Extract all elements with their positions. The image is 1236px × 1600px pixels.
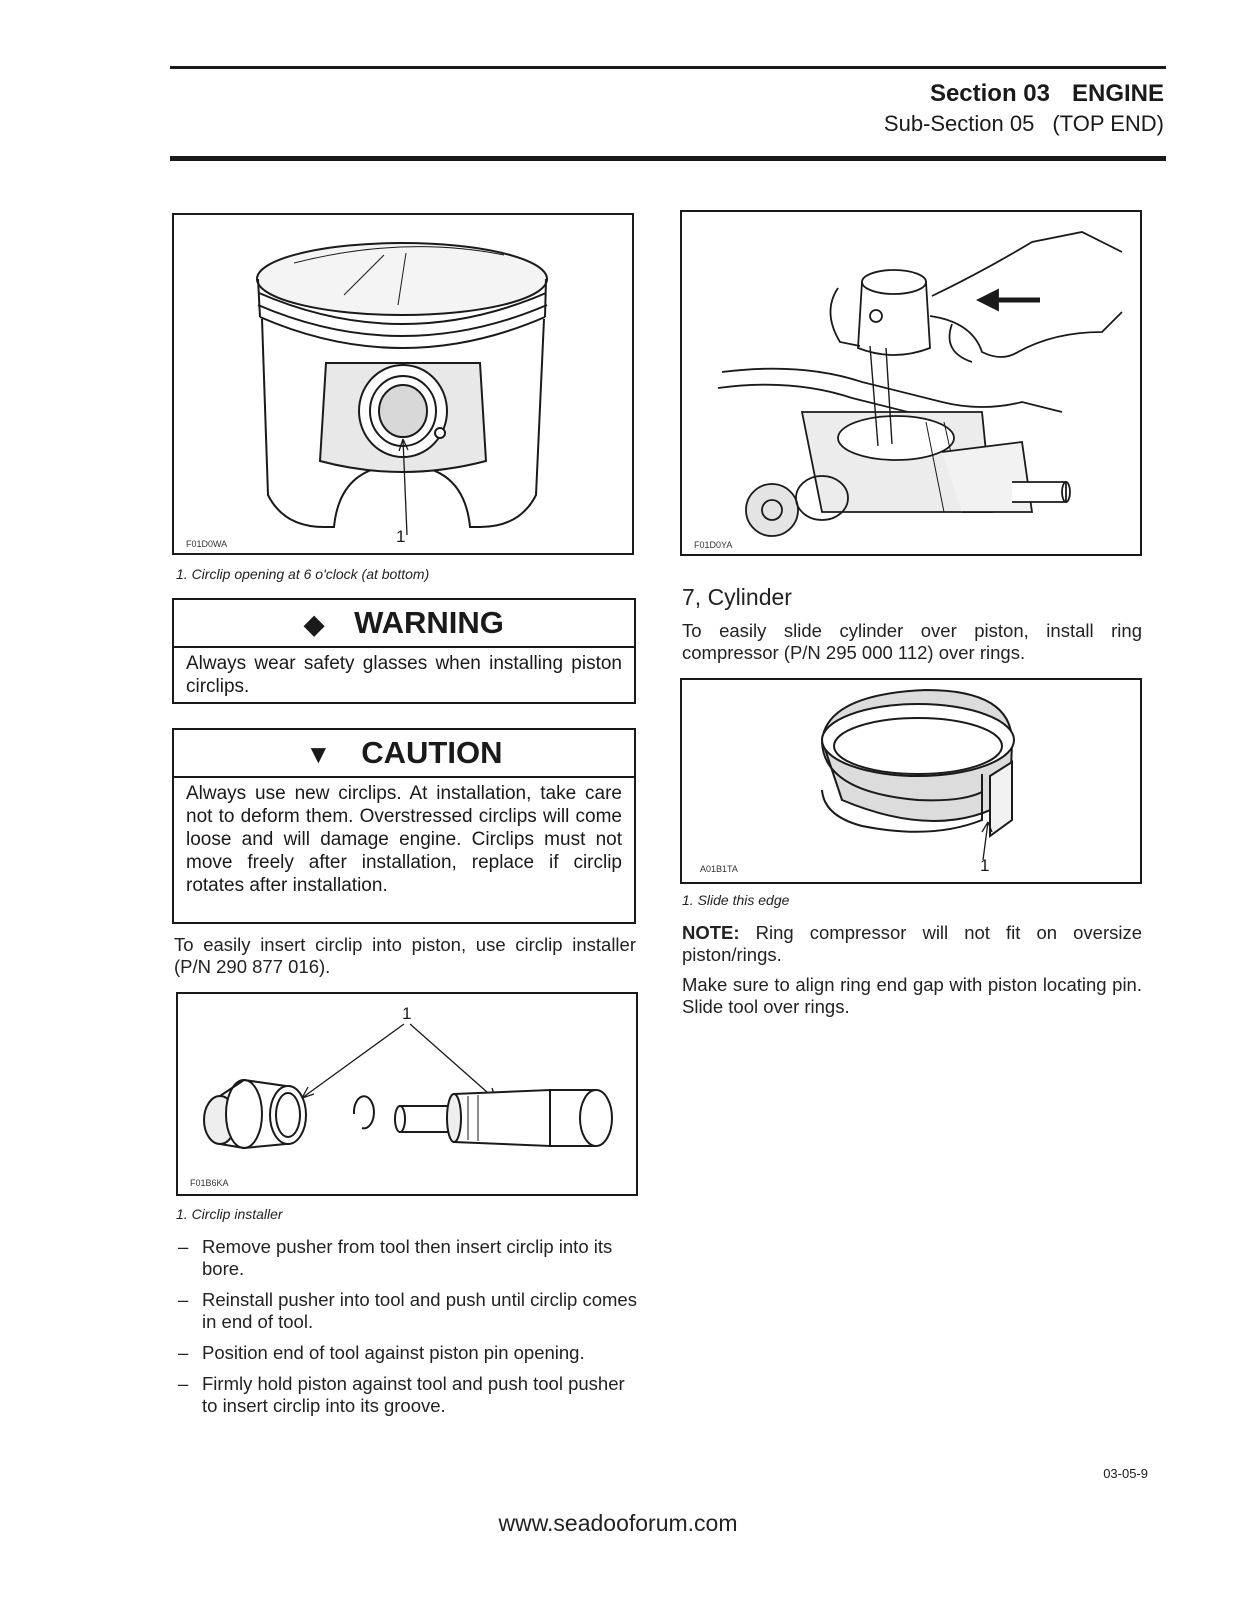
circlip-installer-illustration <box>178 994 636 1194</box>
step-text: Remove pusher from tool then insert circlip into its bore. <box>202 1236 613 1279</box>
step-text: Firmly hold piston against tool and push tool pusher to insert circlip into its groove. <box>202 1373 625 1416</box>
step-text: Position end of tool against piston pin opening. <box>202 1342 585 1363</box>
caution-box <box>172 728 636 924</box>
list-item: – Remove pusher from tool then insert circlip into its bore. <box>178 1236 613 1279</box>
list-item: – Firmly hold piston against tool and push tool pusher to insert circlip into its groove. <box>178 1373 625 1416</box>
section-label: Section 03 <box>929 80 1050 107</box>
circlip-installer-figure <box>176 992 638 1196</box>
ring-compressor-figure <box>680 678 1142 884</box>
note-paragraph <box>682 922 1142 966</box>
installer-steps-list <box>174 1236 638 1426</box>
section-title <box>930 80 1164 108</box>
piston-figure-code: F01D0WA <box>186 539 228 549</box>
align-paragraph: Make sure to align ring end gap with piston locating pin. Slide tool over rings. <box>682 974 1142 1017</box>
piston-illustration <box>174 215 632 553</box>
warning-diamond-icon: ◆ <box>304 609 325 639</box>
list-item: – Position end of tool against piston pin opening. <box>178 1342 585 1363</box>
cylinder-install-illustration <box>682 212 1140 554</box>
caution-header <box>174 730 634 778</box>
page-number: 03-05-9 <box>1103 1466 1148 1481</box>
footer-url: www.seadooforum.com <box>498 1510 738 1536</box>
caution-text: Always use new circlips. At installation, take care not to deform them. Overstressed circlips will come loose and will damage engine. Circlips must not move freely after installation, replace if circlip rotates after installation. <box>186 783 622 896</box>
circlip-installer-callout-number: 1 <box>402 1004 412 1023</box>
list-item: – Reinstall pusher into tool and push until circlip comes in end of tool. <box>178 1289 637 1332</box>
piston-callout-number: 1 <box>396 527 406 546</box>
warning-title: WARNING <box>354 605 504 640</box>
section-name: ENGINE <box>1071 80 1164 107</box>
circlip-installer-figure-code: F01B6KA <box>190 1178 229 1188</box>
piston-figure <box>172 213 634 555</box>
caution-triangle-icon: ▼ <box>305 739 332 769</box>
header-rule-top <box>170 66 1166 69</box>
ring-compressor-illustration <box>682 680 1140 882</box>
circlip-installer-caption: 1. Circlip installer <box>176 1206 283 1222</box>
step-text: Reinstall pusher into tool and push until circlip comes in end of tool. <box>202 1289 637 1332</box>
subsection-name: (TOP END) <box>1052 111 1164 136</box>
cylinder-install-figure-code: F01D0YA <box>694 540 733 550</box>
ring-compressor-caption: 1. Slide this edge <box>682 892 790 908</box>
caution-title: CAUTION <box>361 735 503 770</box>
ring-compressor-figure-code: A01B1TA <box>700 864 738 874</box>
warning-header <box>174 600 634 648</box>
subsection-title <box>884 111 1164 137</box>
cylinder-intro-paragraph: To easily slide cylinder over piston, install ring compressor (P/N 295 000 112) over rings. <box>682 620 1142 663</box>
header-rule-bottom <box>170 156 1166 161</box>
warning-box <box>172 598 636 704</box>
cylinder-install-figure <box>680 210 1142 556</box>
note-label: NOTE: <box>682 922 740 943</box>
note-text: Ring compressor will not fit on oversize piston/rings. <box>682 922 1142 965</box>
piston-caption: 1. Circlip opening at 6 o'clock (at bottom) <box>176 566 430 582</box>
ring-compressor-callout-number: 1 <box>980 856 990 875</box>
cylinder-heading: 7, Cylinder <box>682 584 792 610</box>
installer-intro-paragraph: To easily insert circlip into piston, use circlip installer (P/N 290 877 016). <box>174 934 636 977</box>
warning-text: Always wear safety glasses when installing piston circlips. <box>186 653 622 697</box>
subsection-label: Sub-Section 05 <box>883 111 1035 136</box>
